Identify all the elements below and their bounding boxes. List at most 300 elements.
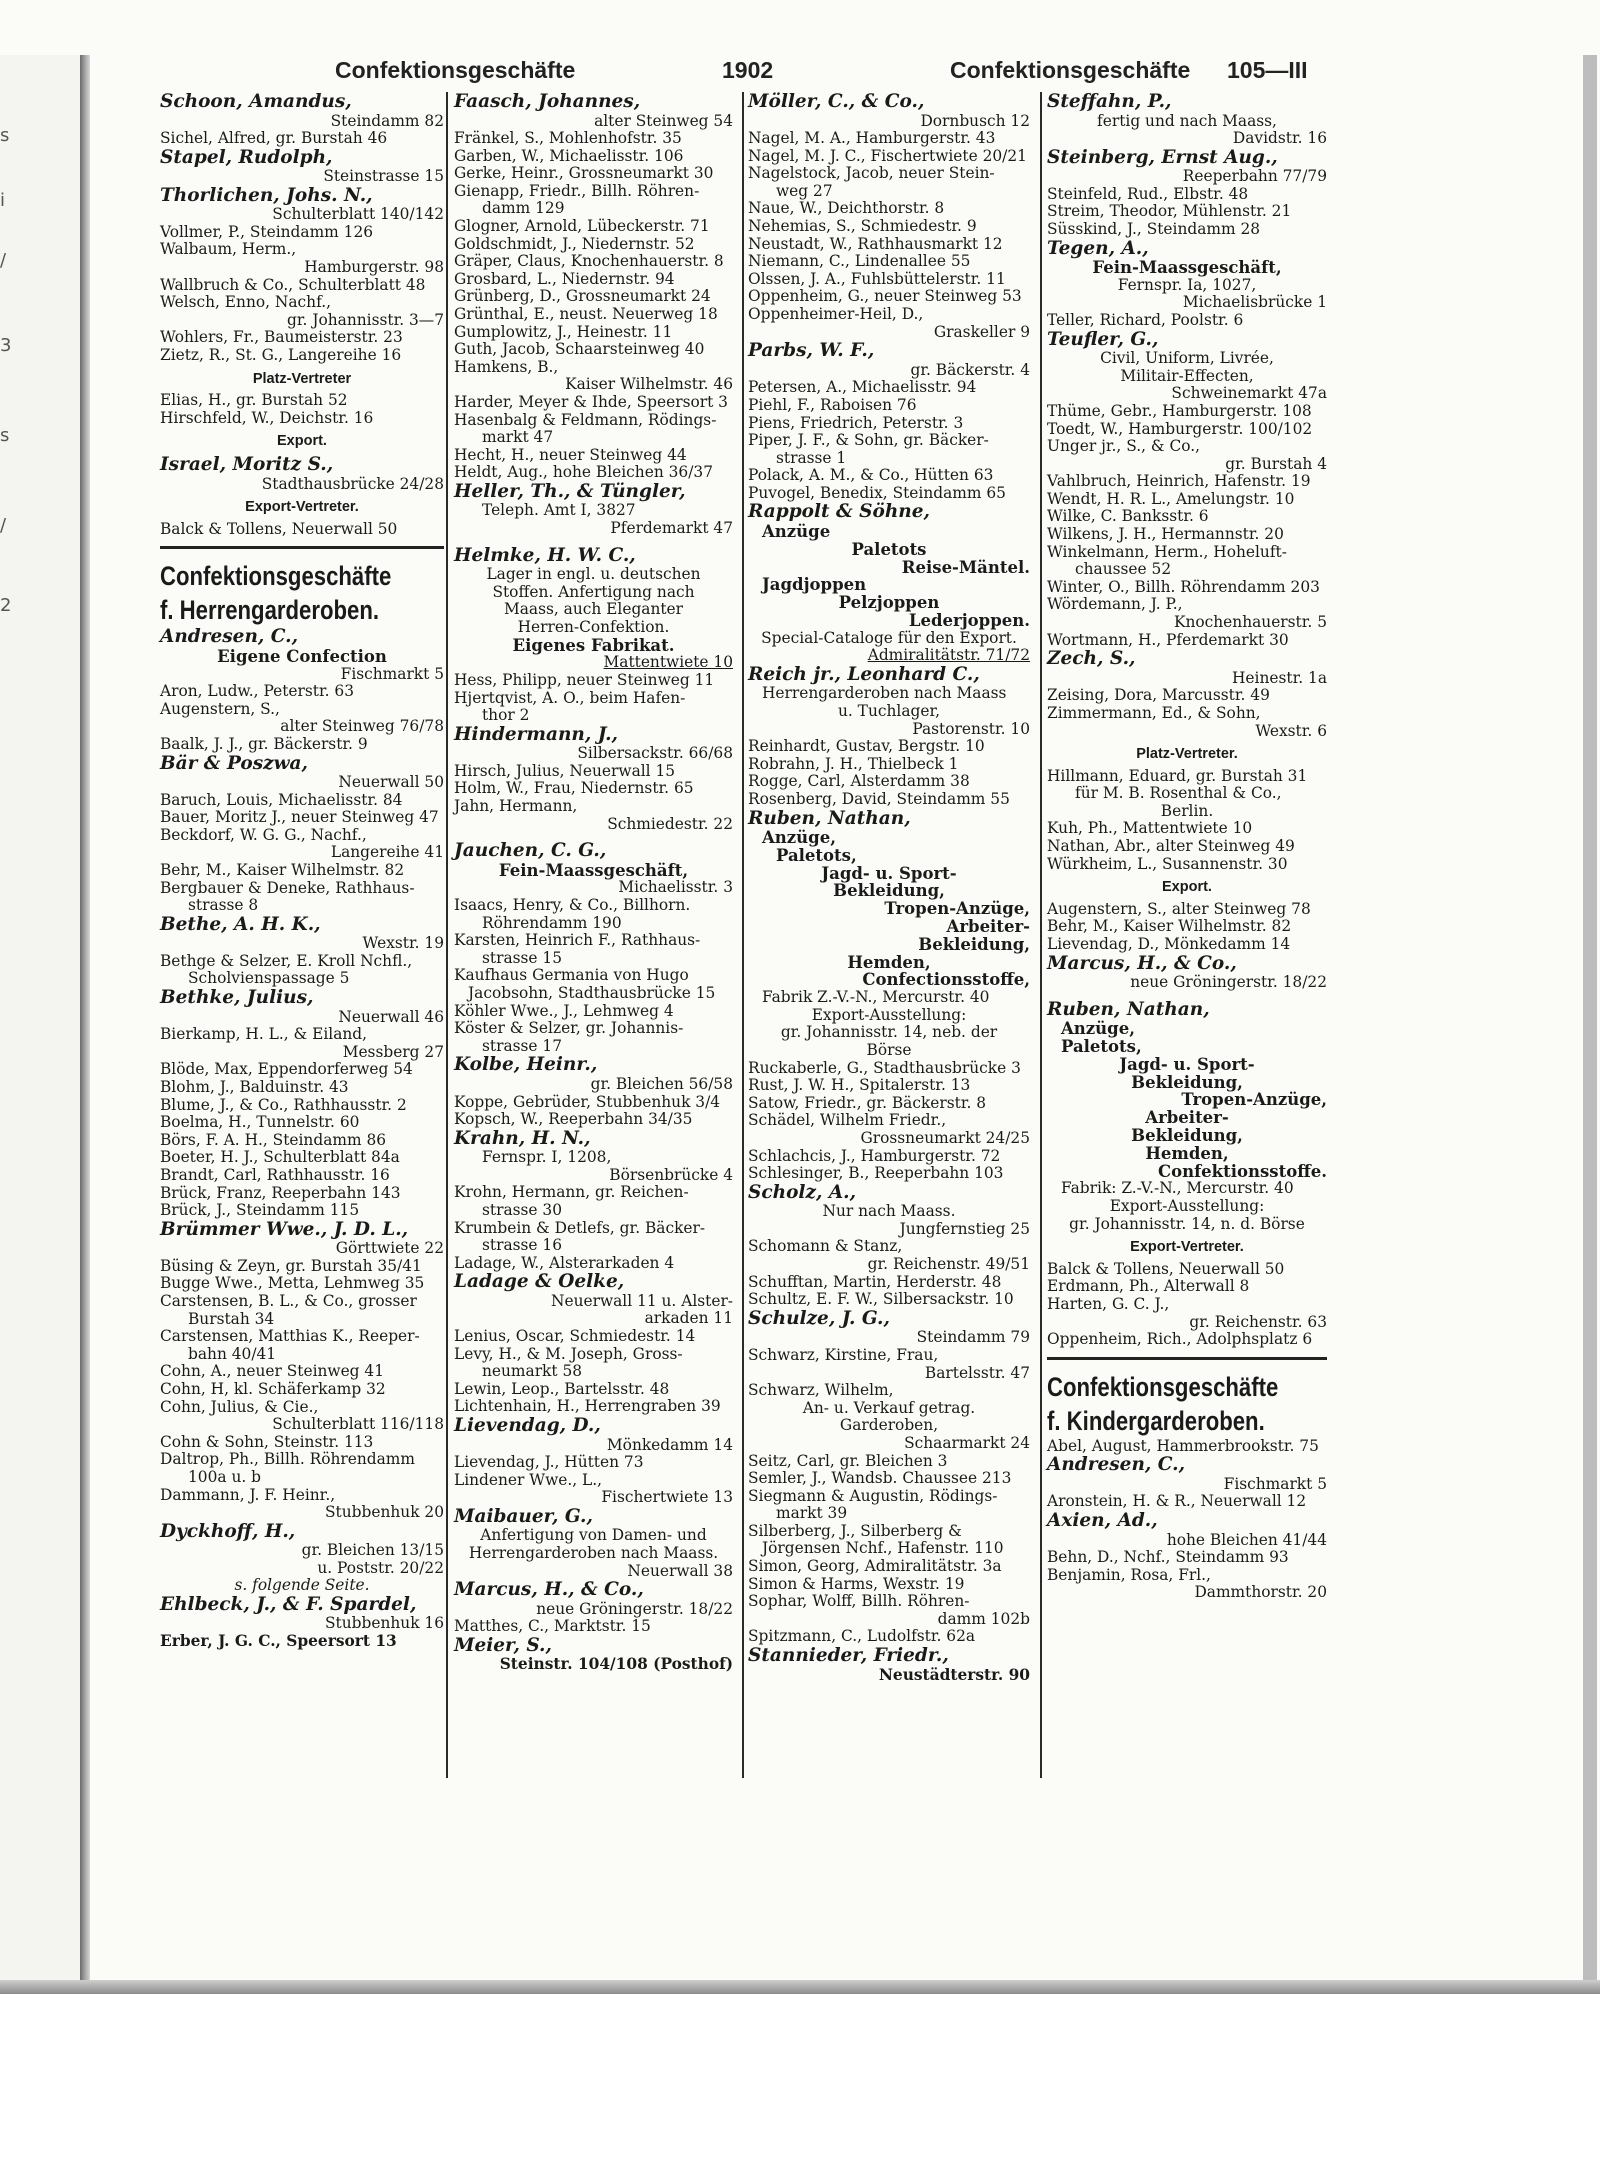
- entry-line: strasse 17: [482, 1036, 562, 1055]
- advert-line: Tropen-Anzüge,: [884, 899, 1030, 919]
- firm-name: Brümmer Wwe., J. D. L.,: [160, 1218, 409, 1240]
- entry-line: Fabrik Z.-V.-N., Mercurstr. 40: [762, 988, 990, 1007]
- entry-line: Steinstrasse 15: [323, 167, 444, 186]
- entry-line: Thüme, Gebr., Hamburgerstr. 108: [1047, 401, 1312, 420]
- entry-line: Hirsch, Julius, Neuerwall 15: [454, 761, 676, 780]
- entry-line: Burstah 34: [188, 1309, 275, 1328]
- entry-line: neue Gröningerstr. 18/22: [1130, 973, 1327, 992]
- entry-line: Heldt, Aug., hohe Bleichen 36/37: [454, 463, 713, 482]
- section-heading: Confektionsgeschäfte: [160, 561, 392, 592]
- entry-line: Hillmann, Eduard, gr. Burstah 31: [1047, 766, 1308, 785]
- entry-line: Jörgensen Nchf., Hafenstr. 110: [762, 1539, 1004, 1558]
- advert-line: Anzüge,: [762, 828, 836, 848]
- entry-line: Knochenhauerstr. 5: [1173, 613, 1327, 632]
- section-heading: f. Herrengarderoben.: [160, 595, 379, 626]
- entry-line: gr. Reichenstr. 63: [1189, 1312, 1327, 1331]
- entry-line: Piehl, F., Raboisen 76: [748, 395, 917, 414]
- entry-line: Teleph. Amt I, 3827: [482, 501, 636, 520]
- entry-line: Büsing & Zeyn, gr. Burstah 35/41: [160, 1256, 422, 1275]
- advert-line: Anzüge: [762, 521, 831, 541]
- edge-mark: s: [0, 425, 10, 446]
- entry-line: Teller, Richard, Poolstr. 6: [1047, 311, 1244, 330]
- advert-line: Paletots,: [776, 845, 857, 865]
- advert-line: Paletots: [851, 539, 927, 559]
- entry-line: Rust, J. W. H., Spitalerstr. 13: [748, 1076, 971, 1095]
- directory-column-1: [160, 92, 444, 1651]
- entry-line: Lievendag, D., Mönkedamm 14: [1047, 935, 1291, 954]
- entry-line: Nagel, M. A., Hamburgerstr. 43: [748, 129, 996, 148]
- entry-line: Stadthausbrücke 24/28: [261, 474, 444, 493]
- column-divider: [446, 92, 448, 1778]
- entry-line: Schmiedestr. 22: [607, 814, 733, 833]
- entry-line: damm 129: [482, 199, 565, 218]
- entry-line: Gräper, Claus, Knochenhauerstr. 8: [454, 252, 724, 271]
- firm-name: Rappolt & Söhne,: [748, 501, 930, 523]
- firm-name: Ehlbeck, J., & F. Spardel,: [160, 1593, 417, 1615]
- entry-line: Hecht, H., neuer Steinweg 44: [454, 445, 687, 464]
- firm-name: Scholz, A.,: [748, 1181, 857, 1203]
- header-year: 1902: [722, 57, 774, 83]
- subsection-heading: Export.: [277, 433, 327, 450]
- entry-line: alter Steinweg 76/78: [280, 717, 444, 736]
- entry-line: Spitzmann, C., Ludolfstr. 62a: [748, 1627, 976, 1646]
- entry-line: Aron, Ludw., Peterstr. 63: [160, 682, 354, 701]
- column-divider: [742, 92, 744, 1778]
- entry-line: Wohlers, Fr., Baumeisterstr. 23: [160, 328, 403, 347]
- entry-line: strasse 30: [482, 1200, 562, 1219]
- firm-name: Krahn, H. N.,: [454, 1127, 591, 1149]
- book-gutter: [80, 55, 90, 1994]
- entry-line: Pastorenstr. 10: [912, 719, 1030, 738]
- entry-line: Behr, M., Kaiser Wilhelmstr. 82: [1047, 917, 1292, 936]
- entry-line: fertig und nach Maass,: [1097, 111, 1277, 130]
- firm-name: Steffahn, P.,: [1047, 91, 1172, 112]
- entry-line: Guth, Jacob, Schaarsteinweg 40: [454, 340, 705, 359]
- entry-line: Bartelsstr. 47: [924, 1363, 1030, 1382]
- advert-line: Reise-Mäntel.: [901, 557, 1030, 577]
- entry-line: strasse 1: [776, 448, 847, 467]
- entry-line: gr. Bleichen 13/15: [301, 1541, 444, 1560]
- edge-mark: i: [0, 190, 6, 211]
- entry-line: Neuerwall 46: [338, 1007, 444, 1026]
- entry-line: Holm, W., Frau, Niedernstr. 65: [454, 779, 694, 798]
- entry-line: Balck & Tollens, Neuerwall 50: [1047, 1259, 1285, 1278]
- entry-line: Cohn, A., neuer Steinweg 41: [160, 1362, 385, 1381]
- entry-line: weg 27: [776, 181, 833, 200]
- entry-line: Nagel, M. J. C., Fischertwiete 20/21: [748, 146, 1027, 165]
- firm-name: Marcus, H., & Co.,: [454, 1579, 644, 1601]
- entry-line: Fischertwiete 13: [601, 1488, 733, 1507]
- entry-line: thor 2: [482, 706, 530, 725]
- entry-line: Bethge & Selzer, E. Kroll Nchfl.,: [160, 951, 413, 970]
- firm-name: Heller, Th., & Tüngler,: [454, 480, 686, 502]
- page-bottom-margin: [0, 1994, 1600, 2177]
- entry-line: Erber, J. G. C., Speersort 13: [160, 1632, 397, 1651]
- entry-line: Grünberg, D., Grossneumarkt 24: [454, 287, 711, 306]
- entry-line: Wendt, H. R. L., Amelungstr. 10: [1047, 489, 1295, 508]
- entry-line: Schomann & Stanz,: [748, 1237, 903, 1256]
- entry-line: Bergbauer & Deneke, Rathhaus-: [160, 878, 415, 897]
- entry-line: Zeising, Dora, Marcusstr. 49: [1047, 686, 1270, 705]
- subsection-heading: Platz-Vertreter: [252, 370, 352, 387]
- entry-line: Kopsch, W., Reeperbahn 34/35: [454, 1110, 693, 1129]
- firm-name: Kolbe, Heinr.,: [454, 1054, 598, 1076]
- entry-line: Herrengarderoben nach Maass: [762, 684, 1007, 703]
- entry-line: Schlachcis, J., Hamburgerstr. 72: [748, 1146, 1001, 1165]
- entry-line: Cohn & Sohn, Steinstr. 113: [160, 1432, 374, 1451]
- entry-line: Köhler Wwe., J., Lehmweg 4: [454, 1001, 674, 1020]
- firm-name: Stapel, Rudolph,: [160, 146, 333, 168]
- entry-line: Zietz, R., St. G., Langereihe 16: [160, 346, 402, 365]
- firm-name: Israel, Moritz S.,: [160, 454, 334, 475]
- advert-line: Lederjoppen.: [908, 610, 1030, 630]
- entry-line: Fischmarkt 5: [340, 664, 444, 683]
- subsection-heading: Export-Vertreter.: [1130, 1239, 1244, 1256]
- entry-line: Goldschmidt, J., Niedernstr. 52: [454, 234, 695, 253]
- entry-line: Carstensen, B. L., & Co., grosser: [160, 1291, 417, 1310]
- entry-line: Puvogel, Benedix, Steindamm 65: [748, 483, 1006, 502]
- firm-name: Ruben, Nathan,: [1047, 998, 1210, 1020]
- entry-line: Balck & Tollens, Neuerwall 50: [160, 519, 398, 538]
- entry-line: Börse: [866, 1041, 912, 1060]
- entry-line: Stoffen. Anfertigung nach: [492, 582, 695, 601]
- edge-mark: /: [0, 250, 7, 271]
- entry-line: Krumbein & Detlefs, gr. Bäcker-: [454, 1218, 706, 1237]
- entry-line: Gumplowitz, J., Heinestr. 11: [454, 322, 673, 341]
- advert-line: Pelzjoppen: [838, 593, 940, 613]
- entry-line: Naue, W., Deichthorstr. 8: [748, 199, 945, 218]
- entry-line: Steinstr. 104/108 (Posthof): [499, 1655, 733, 1674]
- entry-line: Graskeller 9: [933, 322, 1030, 341]
- entry-line: Wilkens, J. H., Hermannstr. 20: [1047, 525, 1284, 544]
- advert-line: Bekleidung,: [1131, 1072, 1243, 1092]
- entry-line: Kaiser Wilhelmstr. 46: [565, 375, 733, 394]
- entry-line: Sophar, Wolff, Billh. Röhren-: [748, 1592, 970, 1611]
- entry-line: Augenstern, S.,: [160, 699, 280, 718]
- firm-name: Ruben, Nathan,: [748, 807, 911, 829]
- entry-line: Messberg 27: [342, 1042, 444, 1061]
- entry-line: Welsch, Enno, Nachf.,: [160, 293, 332, 312]
- entry-line: 100a u. b: [188, 1467, 261, 1486]
- firm-name: Parbs, W. F.,: [748, 340, 875, 362]
- entry-line: Export-Ausstellung:: [1109, 1197, 1265, 1215]
- entry-line: Erdmann, Ph., Alterwall 8: [1047, 1277, 1250, 1296]
- entry-line: strasse 15: [482, 948, 562, 967]
- entry-line: Grünthal, E., neust. Neuerweg 18: [454, 305, 718, 324]
- entry-line: Lievendag, J., Hütten 73: [454, 1453, 644, 1472]
- advert-line: Hemden,: [1145, 1143, 1229, 1163]
- directory-column-4: [1047, 92, 1327, 1602]
- entry-line: Pferdemarkt 47: [610, 519, 733, 538]
- entry-line: Karsten, Heinrich F., Rathhaus-: [454, 931, 701, 950]
- entry-line: Matthes, C., Marktstr. 15: [454, 1617, 651, 1636]
- entry-line: Schweinemarkt 47a: [1171, 384, 1327, 403]
- entry-line: strasse 8: [188, 896, 259, 915]
- firm-name: Bethe, A. H. K.,: [160, 913, 321, 935]
- advert-line: Jagd- u. Sport-: [1119, 1054, 1255, 1074]
- entry-line: Glogner, Arnold, Lübeckerstr. 71: [454, 217, 710, 236]
- entry-line: Lenius, Oscar, Schmiedestr. 14: [454, 1327, 696, 1346]
- entry-line: Kaufhaus Germania von Hugo: [454, 966, 689, 985]
- entry-line: Benjamin, Rosa, Frl.,: [1047, 1565, 1211, 1584]
- entry-line: Anfertigung von Damen- und: [480, 1526, 707, 1545]
- entry-line: Lager in engl. u. deutschen: [486, 565, 701, 584]
- entry-line: Wexstr. 6: [1255, 721, 1327, 740]
- entry-line: chaussee 52: [1075, 560, 1172, 579]
- entry-line: Carstensen, Matthias K., Reeper-: [160, 1327, 420, 1346]
- entry-line: Vollmer, P., Steindamm 126: [160, 222, 374, 241]
- advert-line: Tropen-Anzüge,: [1181, 1090, 1327, 1110]
- firm-name: Meier, S.,: [454, 1634, 552, 1656]
- entry-line: Baruch, Louis, Michaelisstr. 84: [160, 790, 403, 809]
- entry-line: Bugge Wwe., Metta, Lehmweg 35: [160, 1274, 425, 1293]
- entry-line: Hess, Philipp, neuer Steinweg 11: [454, 670, 715, 689]
- entry-line: Satow, Friedr., gr. Bäckerstr. 8: [748, 1093, 987, 1112]
- entry-line: Maass, auch Eleganter: [503, 600, 684, 619]
- advert-line: Fein-Maassgeschäft,: [1092, 258, 1282, 278]
- entry-line: Unger jr., S., & Co.,: [1047, 437, 1201, 456]
- entry-line: Wortmann, H., Pferdemarkt 30: [1047, 630, 1289, 649]
- entry-line: Fernspr. Ia, 1027,: [1117, 275, 1257, 294]
- firm-name: Marcus, H., & Co.,: [1047, 952, 1237, 974]
- entry-line: Schlesinger, B., Reeperbahn 103: [748, 1164, 1004, 1183]
- entry-line: Ladage, W., Alsterarkaden 4: [454, 1253, 675, 1272]
- entry-line: Stubbenhuk 16: [325, 1614, 444, 1633]
- entry-line: Reeperbahn 77/79: [1182, 167, 1327, 186]
- page-bottom-edge: [0, 1980, 1600, 1994]
- firm-name: Schulze, J. G.,: [748, 1307, 890, 1329]
- entry-line: Behn, D., Nchf., Steindamm 93: [1047, 1548, 1289, 1567]
- advert-line: Bekleidung,: [1131, 1126, 1243, 1146]
- entry-line: Boelma, H., Tunnelstr. 60: [160, 1113, 360, 1132]
- entry-line: Rosenberg, David, Steindamm 55: [748, 790, 1010, 808]
- subsection-heading: Platz-Vertreter.: [1136, 746, 1238, 763]
- entry-line: Cohn, H, kl. Schäferkamp 32: [160, 1379, 386, 1398]
- entry-line: Daltrop, Ph., Billh. Röhrendamm: [160, 1450, 415, 1469]
- entry-line: Scholvienspassage 5: [188, 969, 350, 988]
- firm-name: Steinberg, Ernst Aug.,: [1047, 146, 1278, 168]
- entry-line: Langereihe 41: [330, 843, 444, 862]
- entry-line: Walbaum, Herm.,: [160, 240, 297, 259]
- entry-line: Olssen, J. A., Fuhlsbüttelerstr. 11: [748, 269, 1006, 288]
- entry-line: Mönkedamm 14: [606, 1435, 733, 1454]
- entry-line: alter Steinweg 54: [594, 111, 733, 130]
- entry-line: Petersen, A., Michaelisstr. 94: [748, 378, 977, 397]
- entry-line: Levy, H., & M. Joseph, Gross-: [454, 1344, 683, 1363]
- entry-line: Davidstr. 16: [1232, 129, 1327, 148]
- entry-line: Bierkamp, H. L., & Eiland,: [160, 1025, 368, 1044]
- entry-line: Fabrik: Z.-V.-N., Mercurstr. 40: [1061, 1179, 1294, 1198]
- firm-name: Thorlichen, Johs. N.,: [160, 184, 373, 206]
- entry-line: Neustadt, W., Rathhausmarkt 12: [748, 234, 1003, 253]
- firm-name: Faasch, Johannes,: [454, 91, 641, 112]
- firm-name: Bethke, Julius,: [160, 987, 314, 1009]
- entry-line: Blöde, Max, Eppendorferweg 54: [160, 1060, 413, 1079]
- entry-line: Fränkel, S., Mohlenhofstr. 35: [454, 129, 682, 148]
- entry-line: Sichel, Alfred, gr. Burstah 46: [160, 129, 388, 148]
- entry-line: Toedt, W., Hamburgerstr. 100/102: [1047, 419, 1313, 438]
- entry-line: Aronstein, H. & R., Neuerwall 12: [1047, 1492, 1307, 1511]
- entry-line: Schwarz, Kirstine, Frau,: [748, 1345, 939, 1364]
- firm-name: Ladage & Oelke,: [454, 1271, 625, 1293]
- entry-line: s. folgende Seite.: [234, 1576, 370, 1595]
- entry-line: Beckdorf, W. G. G., Nachf.,: [160, 825, 367, 844]
- entry-line: Augenstern, S., alter Steinweg 78: [1047, 899, 1311, 918]
- entry-line: Würkheim, L., Susannenstr. 30: [1047, 854, 1288, 873]
- entry-line: Nehemias, S., Schmiedestr. 9: [748, 217, 977, 236]
- entry-line: Winkelmann, Herm., Hoheluft-: [1047, 542, 1287, 561]
- entry-line: Herrengarderoben nach Maass.: [468, 1543, 719, 1562]
- entry-line: Behr, M., Kaiser Wilhelmstr. 82: [160, 861, 405, 880]
- firm-name: Hindermann, J.,: [454, 723, 618, 745]
- firm-name: Andresen, C.,: [160, 626, 299, 648]
- advert-line: Arbeiter-: [1145, 1108, 1229, 1128]
- advert-line: Confectionsstoffe,: [862, 970, 1030, 990]
- entry-line: arkaden 11: [644, 1309, 733, 1328]
- entry-line: Elias, H., gr. Burstah 52: [160, 391, 348, 410]
- entry-line: Börs, F. A. H., Steindamm 86: [160, 1130, 387, 1149]
- advert-line: Confektionsstoffe.: [1157, 1161, 1327, 1181]
- entry-line: Gienapp, Friedr., Billh. Röhren-: [454, 181, 700, 200]
- entry-line: gr. Johannisstr. 3—7: [287, 310, 444, 329]
- section-heading: f. Kindergarderoben.: [1047, 1405, 1265, 1436]
- firm-name: Lievendag, D.,: [454, 1415, 601, 1436]
- section-heading: Confektionsgeschäfte: [1047, 1371, 1279, 1402]
- entry-line: Oppenheim, Rich., Adolphsplatz 6: [1047, 1330, 1313, 1349]
- entry-line: gr. Johannisstr. 14, n. d. Börse: [1069, 1214, 1305, 1233]
- entry-line: Berlin.: [1160, 801, 1214, 820]
- entry-line: Schulterblatt 116/118: [272, 1415, 444, 1434]
- entry-line: Isaacs, Henry, & Co., Billhorn.: [454, 896, 691, 915]
- entry-line: Jacobsohn, Stadthausbrücke 15: [468, 984, 716, 1003]
- entry-line: Brück, Franz, Reeperbahn 143: [160, 1183, 401, 1202]
- entry-line: Görttwiete 22: [335, 1239, 444, 1258]
- entry-line: Hamkens, B.,: [454, 357, 559, 376]
- entry-line: Harder, Meyer & Ihde, Speersort 3: [454, 393, 728, 411]
- entry-line: Brück, J., Steindamm 115: [160, 1201, 360, 1220]
- entry-line: Stubbenhuk 20: [325, 1503, 444, 1522]
- entry-line: Garben, W., Michaelisstr. 106: [454, 146, 684, 165]
- entry-line: Röhrendamm 190: [482, 913, 622, 932]
- advert-line: Bekleidung,: [918, 934, 1030, 954]
- edge-mark: 2: [0, 595, 12, 616]
- entry-line: Silbersackstr. 66/68: [577, 744, 733, 763]
- directory-column-2: [454, 92, 733, 1674]
- entry-line: Silberberg, J., Silberberg &: [748, 1521, 962, 1540]
- entry-line: Fischmarkt 5: [1223, 1474, 1327, 1493]
- entry-line: Michaelisbrücke 1: [1182, 293, 1327, 312]
- entry-line: Köster & Selzer, gr. Johannis-: [454, 1019, 684, 1038]
- entry-line: Dornbusch 12: [920, 111, 1030, 130]
- entry-line: Export-Ausstellung:: [811, 1005, 967, 1024]
- entry-line: Dammthorstr. 20: [1194, 1583, 1327, 1602]
- entry-line: Wallbruch & Co., Schulterblatt 48: [160, 275, 426, 294]
- entry-line: Lichtenhain, H., Herrengraben 39: [454, 1397, 721, 1416]
- edge-mark: /: [0, 515, 7, 536]
- entry-line: Winter, O., Billh. Röhrendamm 203: [1047, 577, 1320, 596]
- advert-line: Fein-Maassgeschäft,: [498, 860, 689, 880]
- firm-name: Andresen, C.,: [1047, 1454, 1186, 1476]
- firm-name: Helmke, H. W. C.,: [454, 544, 636, 566]
- directory-column-3: [748, 92, 1030, 1684]
- entry-line: gr. Johannisstr. 14, neb. der: [780, 1023, 998, 1042]
- entry-line: Mattentwiete 10: [603, 653, 733, 672]
- entry-line: Schulterblatt 140/142: [272, 205, 444, 224]
- entry-line: Fernspr. I, 1208,: [482, 1148, 612, 1167]
- advert-line: Jagd- u. Sport-: [821, 863, 957, 883]
- entry-line: Boeter, H. J., Schulterblatt 84a: [160, 1148, 400, 1167]
- entry-line: damm 102b: [937, 1609, 1030, 1628]
- firm-name: Zech, S.,: [1047, 648, 1136, 670]
- entry-line: gr. Burstah 4: [1225, 454, 1327, 473]
- entry-line: Militair-Effecten,: [1120, 366, 1254, 385]
- entry-line: Lewin, Leop., Bartelsstr. 48: [454, 1379, 670, 1398]
- running-header: [0, 55, 1600, 87]
- entry-line: Hjertqvist, A. O., beim Hafen-: [454, 688, 686, 707]
- entry-line: u. Tuchlager,: [837, 702, 941, 721]
- header-left-title: Confektionsgeschäfte: [335, 57, 576, 83]
- entry-line: Heinestr. 1a: [1232, 668, 1327, 687]
- entry-line: Cohn, Julius, & Cie.,: [160, 1397, 319, 1416]
- entry-line: Steindamm 79: [916, 1328, 1030, 1347]
- entry-line: Herren-Confektion.: [517, 617, 670, 636]
- entry-line: An- u. Verkauf getrag.: [802, 1398, 976, 1417]
- entry-line: Harten, G. C. J.,: [1047, 1294, 1170, 1313]
- entry-line: Kuh, Ph., Mattentwiete 10: [1047, 819, 1253, 838]
- entry-line: Niemann, C., Lindenallee 55: [748, 252, 971, 271]
- entry-line: markt 47: [482, 428, 554, 447]
- entry-line: Nathan, Abr., alter Steinweg 49: [1047, 837, 1295, 856]
- entry-line: Krohn, Hermann, gr. Reichen-: [454, 1183, 689, 1202]
- entry-line: Neuerwall 11 u. Alster-: [551, 1291, 733, 1310]
- advert-line: Eigenes Fabrikat.: [512, 635, 675, 655]
- entry-line: Grosbard, L., Niedernstr. 94: [454, 269, 675, 288]
- entry-line: Schultz, E. F. W., Silbersackstr. 10: [748, 1290, 1014, 1309]
- entry-line: gr. Reichenstr. 49/51: [867, 1255, 1030, 1274]
- entry-line: Schaarmarkt 24: [904, 1433, 1030, 1452]
- section-rule: [1047, 1357, 1327, 1360]
- page-number: 105—III: [1227, 57, 1308, 83]
- entry-line: Semler, J., Wandsb. Chaussee 213: [748, 1469, 1012, 1488]
- entry-line: Nagelstock, Jacob, neuer Stein-: [748, 164, 995, 183]
- entry-line: Rogge, Carl, Alsterdamm 38: [748, 772, 970, 791]
- entry-line: Robrahn, J. H., Thielbeck 1: [748, 754, 959, 773]
- firm-name: Bär & Poszwa,: [160, 752, 308, 774]
- edge-mark: 3: [0, 335, 12, 356]
- entry-line: Dammann, J. F. Heinr.,: [160, 1485, 336, 1504]
- advert-line: Arbeiter-: [946, 917, 1030, 937]
- entry-line: Grossneumarkt 24/25: [860, 1129, 1030, 1148]
- entry-line: Seitz, Carl, gr. Bleichen 3: [748, 1451, 948, 1470]
- entry-line: Michaelisstr. 3: [618, 878, 733, 897]
- entry-line: Civil, Uniform, Livrée,: [1100, 349, 1274, 368]
- entry-line: Gerke, Heinr., Grossneumarkt 30: [454, 164, 714, 183]
- entry-line: Neustädterstr. 90: [878, 1665, 1030, 1684]
- entry-line: Piens, Friedrich, Peterstr. 3: [748, 413, 964, 432]
- firm-name: Axien, Ad.,: [1047, 1510, 1158, 1532]
- entry-line: Neuerwall 38: [627, 1561, 733, 1580]
- firm-name: Teufler, G.,: [1047, 328, 1159, 350]
- entry-line: Zimmermann, Ed., & Sohn,: [1047, 703, 1261, 722]
- entry-line: Garderoben,: [839, 1416, 939, 1435]
- entry-line: Schufftan, Martin, Herderstr. 48: [748, 1272, 1002, 1291]
- entry-line: Schwarz, Wilhelm,: [748, 1381, 894, 1400]
- entry-line: Wilke, C. Banksstr. 6: [1047, 507, 1209, 526]
- entry-line: Vahlbruch, Heinrich, Hafenstr. 19: [1047, 472, 1311, 491]
- entry-line: Ruckaberle, G., Stadthausbrücke 3: [748, 1058, 1021, 1077]
- entry-line: Steinfeld, Rud., Elbstr. 48: [1047, 184, 1249, 203]
- entry-line: für M. B. Rosenthal & Co.,: [1075, 784, 1282, 803]
